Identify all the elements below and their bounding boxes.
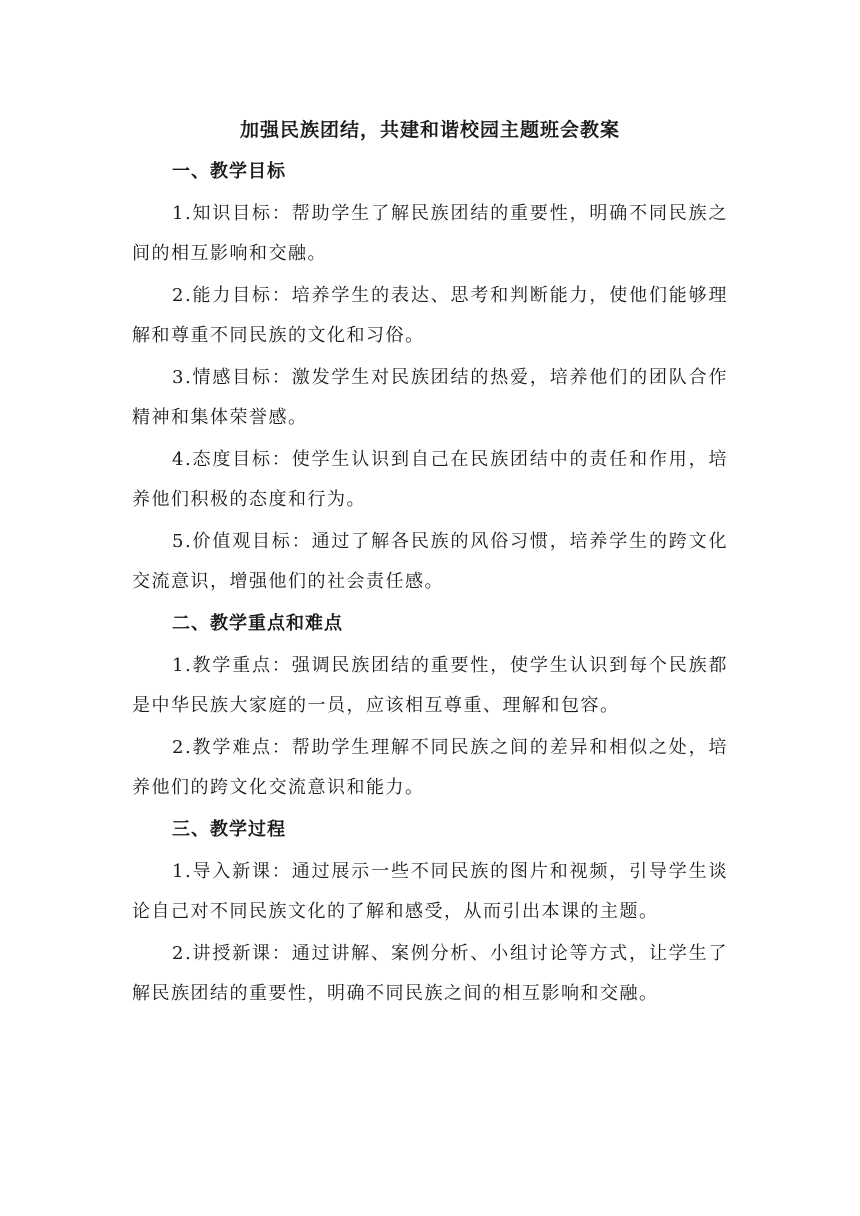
paragraph: 5.价值观目标：通过了解各民族的风俗习惯，培养学生的跨文化交流意识，增强他们的社会责任感。	[132, 531, 728, 592]
section-heading: 一、教学目标	[172, 161, 286, 182]
section-heading: 三、教学过程	[172, 819, 286, 840]
section-heading: 二、教学重点和难点	[172, 613, 343, 634]
section-teaching-objectives	[132, 152, 728, 602]
paragraph: 1.知识目标：帮助学生了解民族团结的重要性，明确不同民族之间的相互影响和交融。	[132, 203, 728, 264]
paragraph: 2.能力目标：培养学生的表达、思考和判断能力，使他们能够理解和尊重不同民族的文化和习俗。	[132, 285, 728, 346]
document-title: 加强民族团结，共建和谐校园主题班会教案	[239, 119, 620, 141]
document-page	[132, 112, 728, 1016]
paragraph: 2.讲授新课：通过讲解、案例分析、小组讨论等方式，让学生了解民族团结的重要性，明确不同民族之间的相互影响和交融。	[132, 943, 728, 1004]
paragraph: 1.导入新课：通过展示一些不同民族的图片和视频，引导学生谈论自己对不同民族文化的了解和感受，从而引出本课的主题。	[132, 861, 728, 922]
paragraph: 4.态度目标：使学生认识到自己在民族团结中的责任和作用，培养他们积极的态度和行为。	[132, 449, 728, 510]
section-key-points	[132, 604, 728, 808]
paragraph: 1.教学重点：强调民族团结的重要性，使学生认识到每个民族都是中华民族大家庭的一员，应该相互尊重、理解和包容。	[132, 655, 728, 716]
paragraph: 3.情感目标：激发学生对民族团结的热爱，培养他们的团队合作精神和集体荣誉感。	[132, 367, 728, 428]
paragraph: 2.教学难点：帮助学生理解不同民族之间的差异和相似之处，培养他们的跨文化交流意识和能力。	[132, 737, 728, 798]
section-teaching-process	[132, 810, 728, 1014]
